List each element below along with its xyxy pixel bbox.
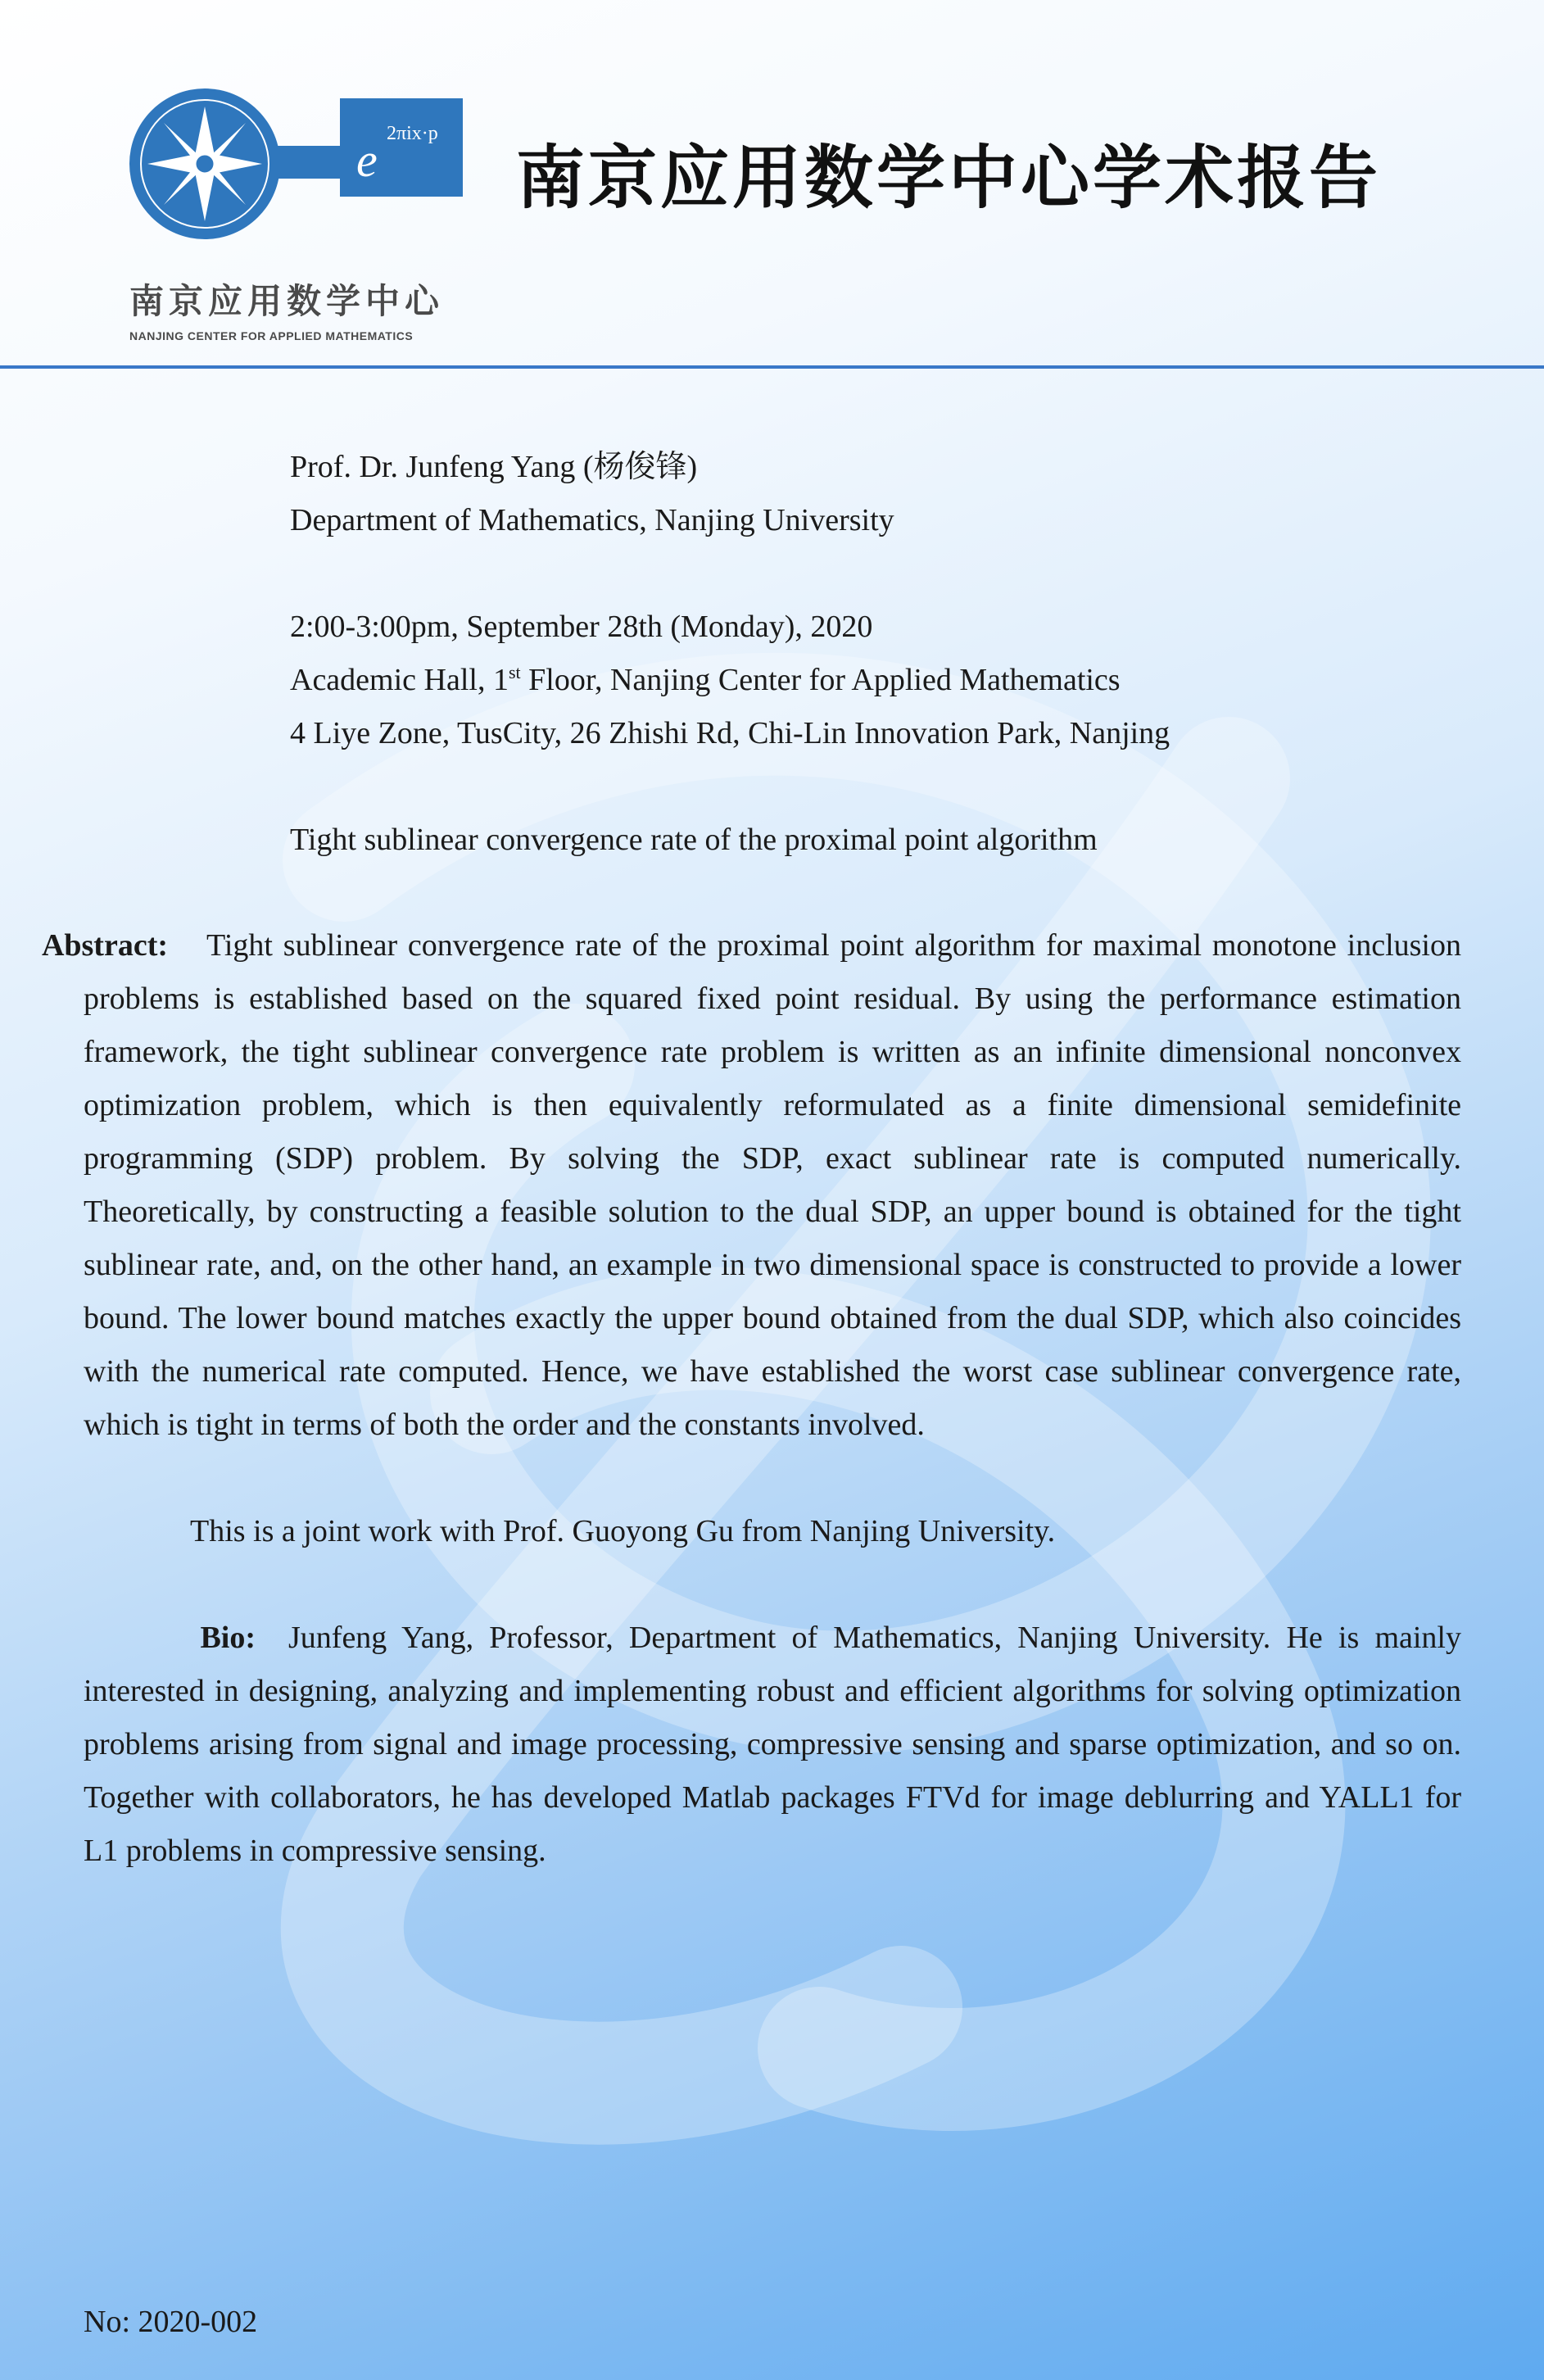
page-title: 南京应用数学中心学术报告 bbox=[516, 138, 1382, 218]
venue-line-2: 4 Liye Zone, TusCity, 26 Zhishi Rd, Chi-Lin Innovation Park, Nanjing bbox=[290, 716, 1170, 750]
venue-line-1-prefix: Academic Hall, 1 bbox=[290, 663, 509, 697]
abstract-text: Tight sublinear convergence rate of the proximal point algorithm for maximal monotone inclusion problems is established based on the squared fixed point residual. By using the performance estimation framework, the tight sublinear convergence rate problem is written as an infinite dimensional nonconvex optimization problem, which is then equivalently reformulated as a finite dimensional semidefinite programming (SDP) problem. By solving the SDP, exact sublinear rate is computed numerically. Theoretically, by constructing a feasible solution to the dual SDP, an upper bound is obtained for the tight sublinear rate, and, on the other hand, an example in two dimensional space is constructed to provide a lower bound. The lower bound matches exactly the upper bound obtained from the dual SDP, which also coincides with the numerical rate computed. Hence, we have established the worst case sublinear convergence rate, which is tight in terms of both the order and the constants involved. bbox=[84, 928, 1461, 1442]
logo-chinese-name: 南京应用数学中心 bbox=[129, 281, 445, 321]
logo-english-name: NANJING CENTER FOR APPLIED MATHEMATICS bbox=[129, 329, 414, 342]
venue-line-1-sup: st bbox=[508, 662, 521, 682]
abstract-label: Abstract: bbox=[41, 928, 168, 963]
logo-formula-exponent: 2πix·p bbox=[387, 123, 438, 144]
header-divider bbox=[0, 365, 1544, 369]
bio-text: Junfeng Yang, Professor, Department of Mathematics, Nanjing University. He is mainly interested in designing, analyzing and implementing robust and efficient algorithms for solving optimization problems arising from signal and image processing, compressive sensing and sparse optimization, and so on. Together with collaborators, he has developed Matlab packages FTVd for image deblurring and YALL1 for L1 problems in compressive sensing. bbox=[84, 1621, 1461, 1868]
talk-title-value: Tight sublinear convergence rate of the proximal point algorithm bbox=[290, 823, 1098, 857]
logo-formula-base: e bbox=[356, 134, 378, 187]
report-number: No: 2020-002 bbox=[84, 2305, 258, 2339]
bio-paragraph bbox=[84, 1612, 1461, 1878]
bio-label: Bio: bbox=[200, 1621, 256, 1655]
time-value: 2:00-3:00pm, September 28th (Monday), 2020 bbox=[290, 610, 873, 644]
abstract-note: This is a joint work with Prof. Guoyong Gu from Nanjing University. bbox=[190, 1514, 1056, 1548]
abstract-paragraph bbox=[41, 919, 1461, 1452]
venue-line-1 bbox=[290, 653, 1121, 707]
venue-line-1-suffix: Floor, Nanjing Center for Applied Mathematics bbox=[520, 663, 1121, 697]
speaker-value: Prof. Dr. Junfeng Yang (杨俊锋) bbox=[290, 450, 698, 484]
page-header bbox=[0, 0, 1544, 369]
affiliation-value: Department of Mathematics, Nanjing University bbox=[290, 503, 894, 537]
center-logo-icon bbox=[123, 74, 467, 270]
